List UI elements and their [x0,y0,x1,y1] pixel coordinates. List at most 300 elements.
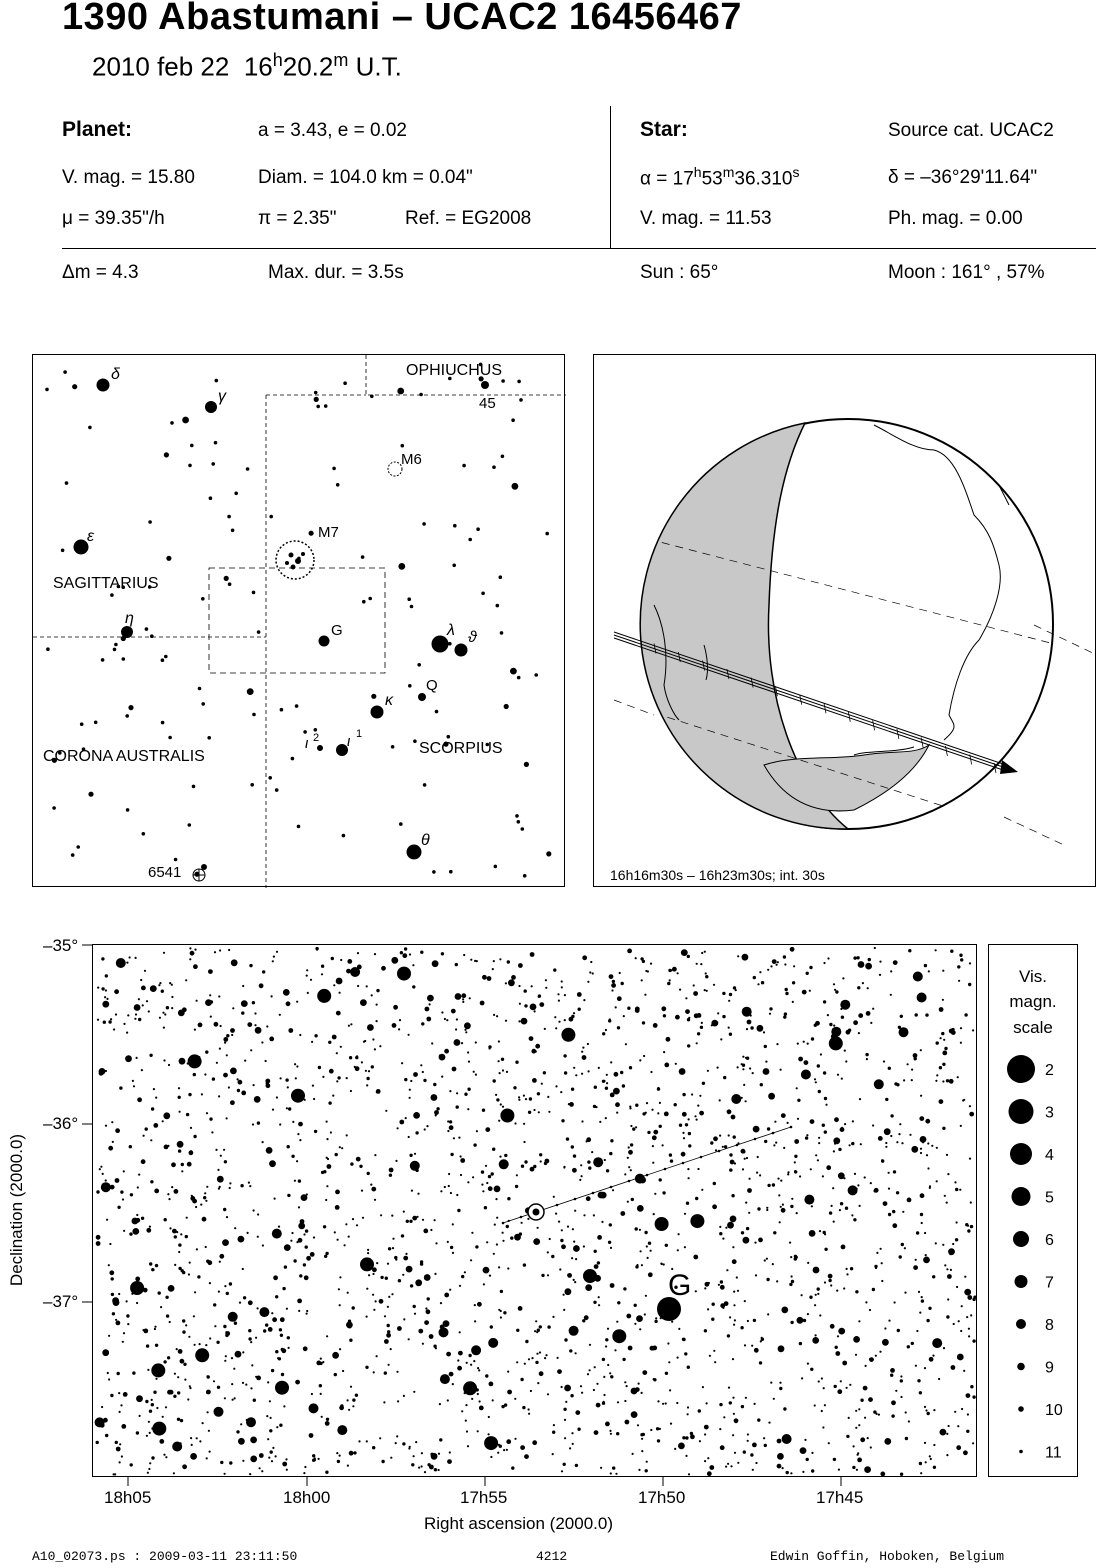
detail-star [151,1403,154,1406]
detail-star [828,1442,830,1444]
detail-star [110,1018,112,1020]
detail-star [409,953,411,955]
detail-star [150,1180,153,1183]
detail-star [591,1151,593,1153]
detail-star [848,1029,851,1032]
detail-star [746,1157,748,1159]
track-tick [610,1186,613,1189]
detail-star [810,1168,812,1170]
detail-star [488,1186,493,1191]
detail-star [409,1220,412,1223]
detail-star [182,1007,187,1012]
detail-star [223,1037,228,1042]
planet-reference: Ref. = EG2008 [405,208,532,229]
detail-star [552,1431,555,1434]
detail-star [340,1046,342,1048]
detail-star [666,1037,671,1042]
detail-star [256,1376,261,1381]
detail-star [413,1391,415,1393]
detail-star [814,1304,816,1306]
detail-star [245,1384,247,1386]
detail-star [824,1281,826,1283]
detail-star [224,1160,227,1163]
detail-star [469,997,471,999]
detail-star [295,1077,297,1079]
detail-star [255,1027,262,1034]
detail-star [336,1052,338,1054]
detail-star [456,1105,459,1108]
detail-star [201,1093,203,1095]
detail-star [667,982,670,985]
detail-star [190,1453,197,1460]
detail-star [210,1000,213,1003]
detail-star [501,1058,504,1061]
detail-star [141,1288,143,1290]
detail-star [162,1416,164,1418]
legend-dot [1010,1143,1032,1165]
detail-star [518,1020,520,1022]
detail-star [924,1442,926,1444]
detail-star [664,1063,669,1068]
detail-star [803,1319,806,1322]
detail-star [392,1238,394,1240]
detail-star [298,1310,300,1312]
detail-star [297,1133,299,1135]
detail-star [374,1154,376,1156]
detail-star [688,1144,691,1147]
detail-star [422,1219,424,1221]
finder-star [419,393,423,397]
detail-star [432,960,439,967]
detail-star [883,1201,888,1206]
detail-star [108,1335,110,1337]
detail-star [565,1401,567,1403]
detail-star [639,1328,641,1330]
detail-star [829,1211,832,1214]
detail-star [888,1172,890,1174]
finder-star [268,776,272,780]
detail-star [205,1344,207,1346]
detail-star [797,1043,799,1045]
detail-star [462,998,464,1000]
detail-star [743,1237,750,1244]
detail-star [108,1146,113,1151]
detail-star [141,1069,143,1071]
detail-star [298,1206,300,1208]
detail-star [118,1392,120,1394]
detail-star [729,1401,732,1404]
legend-dot [1019,1450,1023,1454]
detail-star [590,961,592,963]
detail-star [860,1437,865,1442]
detail-star [116,1321,121,1326]
detail-star [582,955,587,960]
detail-star [290,1240,292,1242]
detail-star [486,1241,488,1243]
detail-star [640,957,643,960]
detail-star [449,1090,451,1092]
detail-star [390,1457,392,1459]
detail-star [645,1469,648,1472]
detail-star [101,1406,103,1408]
detail-star [969,1158,971,1160]
detail-star [530,1004,537,1011]
detail-star [732,1434,734,1436]
detail-star [817,1293,819,1295]
detail-star [168,1285,175,1292]
detail-star [657,1439,660,1442]
detail-star [403,1256,408,1261]
detail-star [475,1245,478,1248]
detail-star [645,970,647,972]
finder-star [368,597,372,601]
detail-star [209,1282,211,1284]
detail-star [583,1214,585,1216]
detail-star [729,1033,732,1036]
detail-star [159,1439,164,1444]
detail-star [173,1395,176,1398]
detail-star [149,1226,151,1228]
detail-star [723,1416,725,1418]
detail-star [927,1412,930,1415]
detail-star [166,1006,169,1009]
detail-star [104,996,106,998]
detail-star [528,1408,530,1410]
detail-star [580,1385,582,1387]
detail-star [939,1066,942,1069]
detail-star [794,1155,797,1158]
detail-star [474,1320,476,1322]
detail-star [872,1008,874,1010]
detail-star [219,949,221,951]
detail-star [325,1471,328,1474]
planet-orbit: a = 3.43, e = 0.02 [258,120,407,141]
magnitude-legend [988,944,1078,1477]
detail-star [797,1099,800,1102]
star-heading: Star: [640,118,688,141]
detail-star [130,1193,133,1196]
detail-star [383,1401,385,1403]
detail-star [420,1064,422,1066]
detail-star [243,1296,246,1299]
detail-star [864,1417,866,1419]
detail-star [928,970,930,972]
detail-star [605,1345,607,1347]
detail-star [219,1186,221,1188]
detail-star [185,1324,187,1326]
detail-star [642,1433,645,1436]
detail-star [561,986,563,988]
detail-star [801,1070,811,1080]
detail-star [229,1182,231,1184]
detail-star [815,1154,817,1156]
detail-star [187,1398,189,1400]
detail-star [450,1192,452,1194]
detail-star [627,1201,629,1203]
page-title: 1390 Abastumani – UCAC2 16456467 [62,0,742,38]
detail-star [178,1251,180,1253]
detail-star [888,1067,891,1070]
detail-star [274,1198,276,1200]
detail-star [200,1204,202,1206]
detail-star [839,1209,841,1211]
detail-star [811,1452,813,1454]
detail-star [203,1196,206,1199]
detail-star [374,1199,376,1201]
detail-star [164,1013,166,1015]
detail-star [828,1274,833,1279]
detail-star [791,1280,794,1283]
detail-star [467,1181,469,1183]
detail-star [125,1055,132,1062]
detail-star [413,1072,418,1077]
detail-star [518,1096,520,1098]
finder-star [314,397,319,402]
detail-star [581,1392,583,1394]
detail-star [767,1127,770,1130]
detail-star [296,1160,298,1162]
detail-star [393,1005,398,1010]
detail-star [787,1122,789,1124]
detail-star [352,1398,355,1401]
detail-star [173,1472,175,1474]
detail-star [429,1003,431,1005]
detail-star [581,1120,583,1122]
detail-star [823,962,825,964]
detail-star [865,1365,867,1367]
detail-star [972,1395,975,1398]
detail-star [209,994,211,996]
detail-star [684,1213,686,1215]
star-phmag: Ph. mag. = 0.00 [888,208,1023,229]
finder-star [449,870,453,874]
finder-star [316,405,320,409]
detail-star [600,1467,602,1469]
detail-star [627,1007,630,1010]
detail-star [846,1435,849,1438]
star-iota2-sco [317,745,323,751]
label-kappa: κ [385,692,393,709]
detail-star [272,1229,282,1239]
detail-star [573,1012,575,1014]
event-minute: 20.2 [282,51,334,82]
finder-star [399,822,403,826]
detail-star [366,1316,368,1318]
detail-star [923,1257,930,1264]
detail-star [763,1437,765,1439]
detail-star [665,1372,668,1375]
detail-star [220,1461,223,1464]
detail-star [224,1042,226,1044]
detail-star [151,1363,165,1377]
detail-star [714,1361,716,1363]
detail-star [814,1404,816,1406]
detail-star [742,1068,744,1070]
detail-star [248,1337,251,1340]
detail-star [257,1307,259,1309]
detail-star [875,1267,877,1269]
detail-star [421,1465,423,1467]
finder-star [80,722,84,726]
detail-star [165,1406,167,1408]
detail-star [948,1425,950,1427]
detail-star [176,1231,178,1233]
detail-star [426,1017,431,1022]
detail-star [171,984,173,986]
star-delta-sgr [97,379,110,392]
detail-star [836,1290,838,1292]
detail-star [596,1403,601,1408]
detail-star [492,968,494,970]
detail-star [332,1095,334,1097]
detail-star [237,1078,239,1080]
detail-star [726,1269,728,1271]
detail-star [449,1451,451,1453]
detail-star [751,1345,753,1347]
detail-star [840,1380,842,1382]
detail-star [356,1157,361,1162]
detail-star [687,1413,689,1415]
detail-star [496,1098,499,1101]
detail-star [946,1268,948,1270]
detail-star [818,1142,820,1144]
legend-mag-label: 7 [1045,1274,1054,1292]
detail-star [350,1023,352,1025]
detail-star [271,1460,273,1462]
detail-star [743,1450,746,1453]
detail-star [890,1368,895,1373]
detail-star [132,1371,135,1374]
detail-star [151,1399,153,1401]
detail-star [913,972,923,982]
finder-star [252,591,256,595]
detail-star [869,1309,871,1311]
detail-star [874,1189,877,1192]
detail-star [470,959,472,961]
detail-star [627,949,632,954]
detail-star [638,1469,640,1471]
detail-star [467,1088,470,1091]
detail-star [366,985,368,987]
detail-star [187,1162,192,1167]
detail-star [248,1300,253,1305]
detail-star [824,1404,826,1406]
detail-star [679,1068,686,1075]
finder-star [65,481,69,485]
detail-star [140,979,142,981]
detail-star [866,1011,871,1016]
detail-star [679,1124,682,1127]
detail-star [105,1434,108,1437]
detail-star [392,1023,397,1028]
detail-star [287,1145,290,1148]
detail-star [856,956,859,959]
detail-star [682,1338,685,1341]
y-tick-36: –36° [43,1114,79,1133]
detail-star [947,1274,952,1279]
detail-star [253,1399,256,1402]
detail-star [496,1217,498,1219]
detail-star [449,1372,454,1377]
detail-star [917,1379,920,1382]
detail-star [409,1154,412,1157]
detail-star [472,1176,474,1178]
detail-star [832,1187,834,1189]
detail-star [720,1038,722,1040]
detail-star [737,1066,739,1068]
detail-star [248,1329,251,1332]
detail-star [196,1437,198,1439]
detail-star [177,1141,184,1148]
detail-star [247,1232,249,1234]
detail-star [380,1214,382,1216]
detail-star [389,1168,394,1173]
detail-star [253,1209,255,1211]
detail-star [917,993,927,1003]
detail-star [770,1382,772,1384]
detail-star [882,1339,889,1346]
detail-star [827,957,829,959]
detail-star [214,1022,219,1027]
detail-star [458,1137,460,1139]
detail-star [899,1027,909,1037]
detail-star [589,1344,591,1346]
detail-star [780,1206,782,1208]
detail-star [524,1454,529,1459]
detail-star [575,1352,577,1354]
detail-star [498,1060,500,1062]
detail-star [147,1472,149,1474]
detail-star [387,1324,390,1327]
detail-star [439,1403,441,1405]
detail-star [182,1330,185,1333]
detail-star [450,1246,453,1249]
detail-star [817,1287,820,1290]
detail-star [609,1152,612,1155]
detail-star [204,1192,206,1194]
finder-star [150,634,154,638]
detail-star [606,1169,609,1172]
detail-star [625,1420,630,1425]
detail-star [712,1303,715,1306]
detail-star [915,1259,917,1261]
finder-star [148,520,152,524]
detail-star [482,1190,484,1192]
detail-star [207,1375,209,1377]
detail-star [183,1363,186,1366]
detail-star [727,1222,734,1229]
detail-star [365,1366,368,1369]
detail-star [900,1396,902,1398]
detail-star [226,1117,228,1119]
detail-star [158,984,160,986]
detail-star [637,1205,644,1212]
finder-star [170,421,174,425]
detail-star [720,1285,725,1290]
detail-star [339,1348,341,1350]
detail-star [273,956,275,958]
detail-star [604,1159,606,1161]
detail-star [920,1152,922,1154]
detail-star [271,1312,273,1314]
detail-star [254,1024,256,1026]
detail-star [849,1144,851,1146]
detail-star [946,1154,948,1156]
detail-star [188,1093,191,1096]
detail-star [218,1095,220,1097]
detail-star [855,1354,857,1356]
detail-star [119,1443,121,1445]
